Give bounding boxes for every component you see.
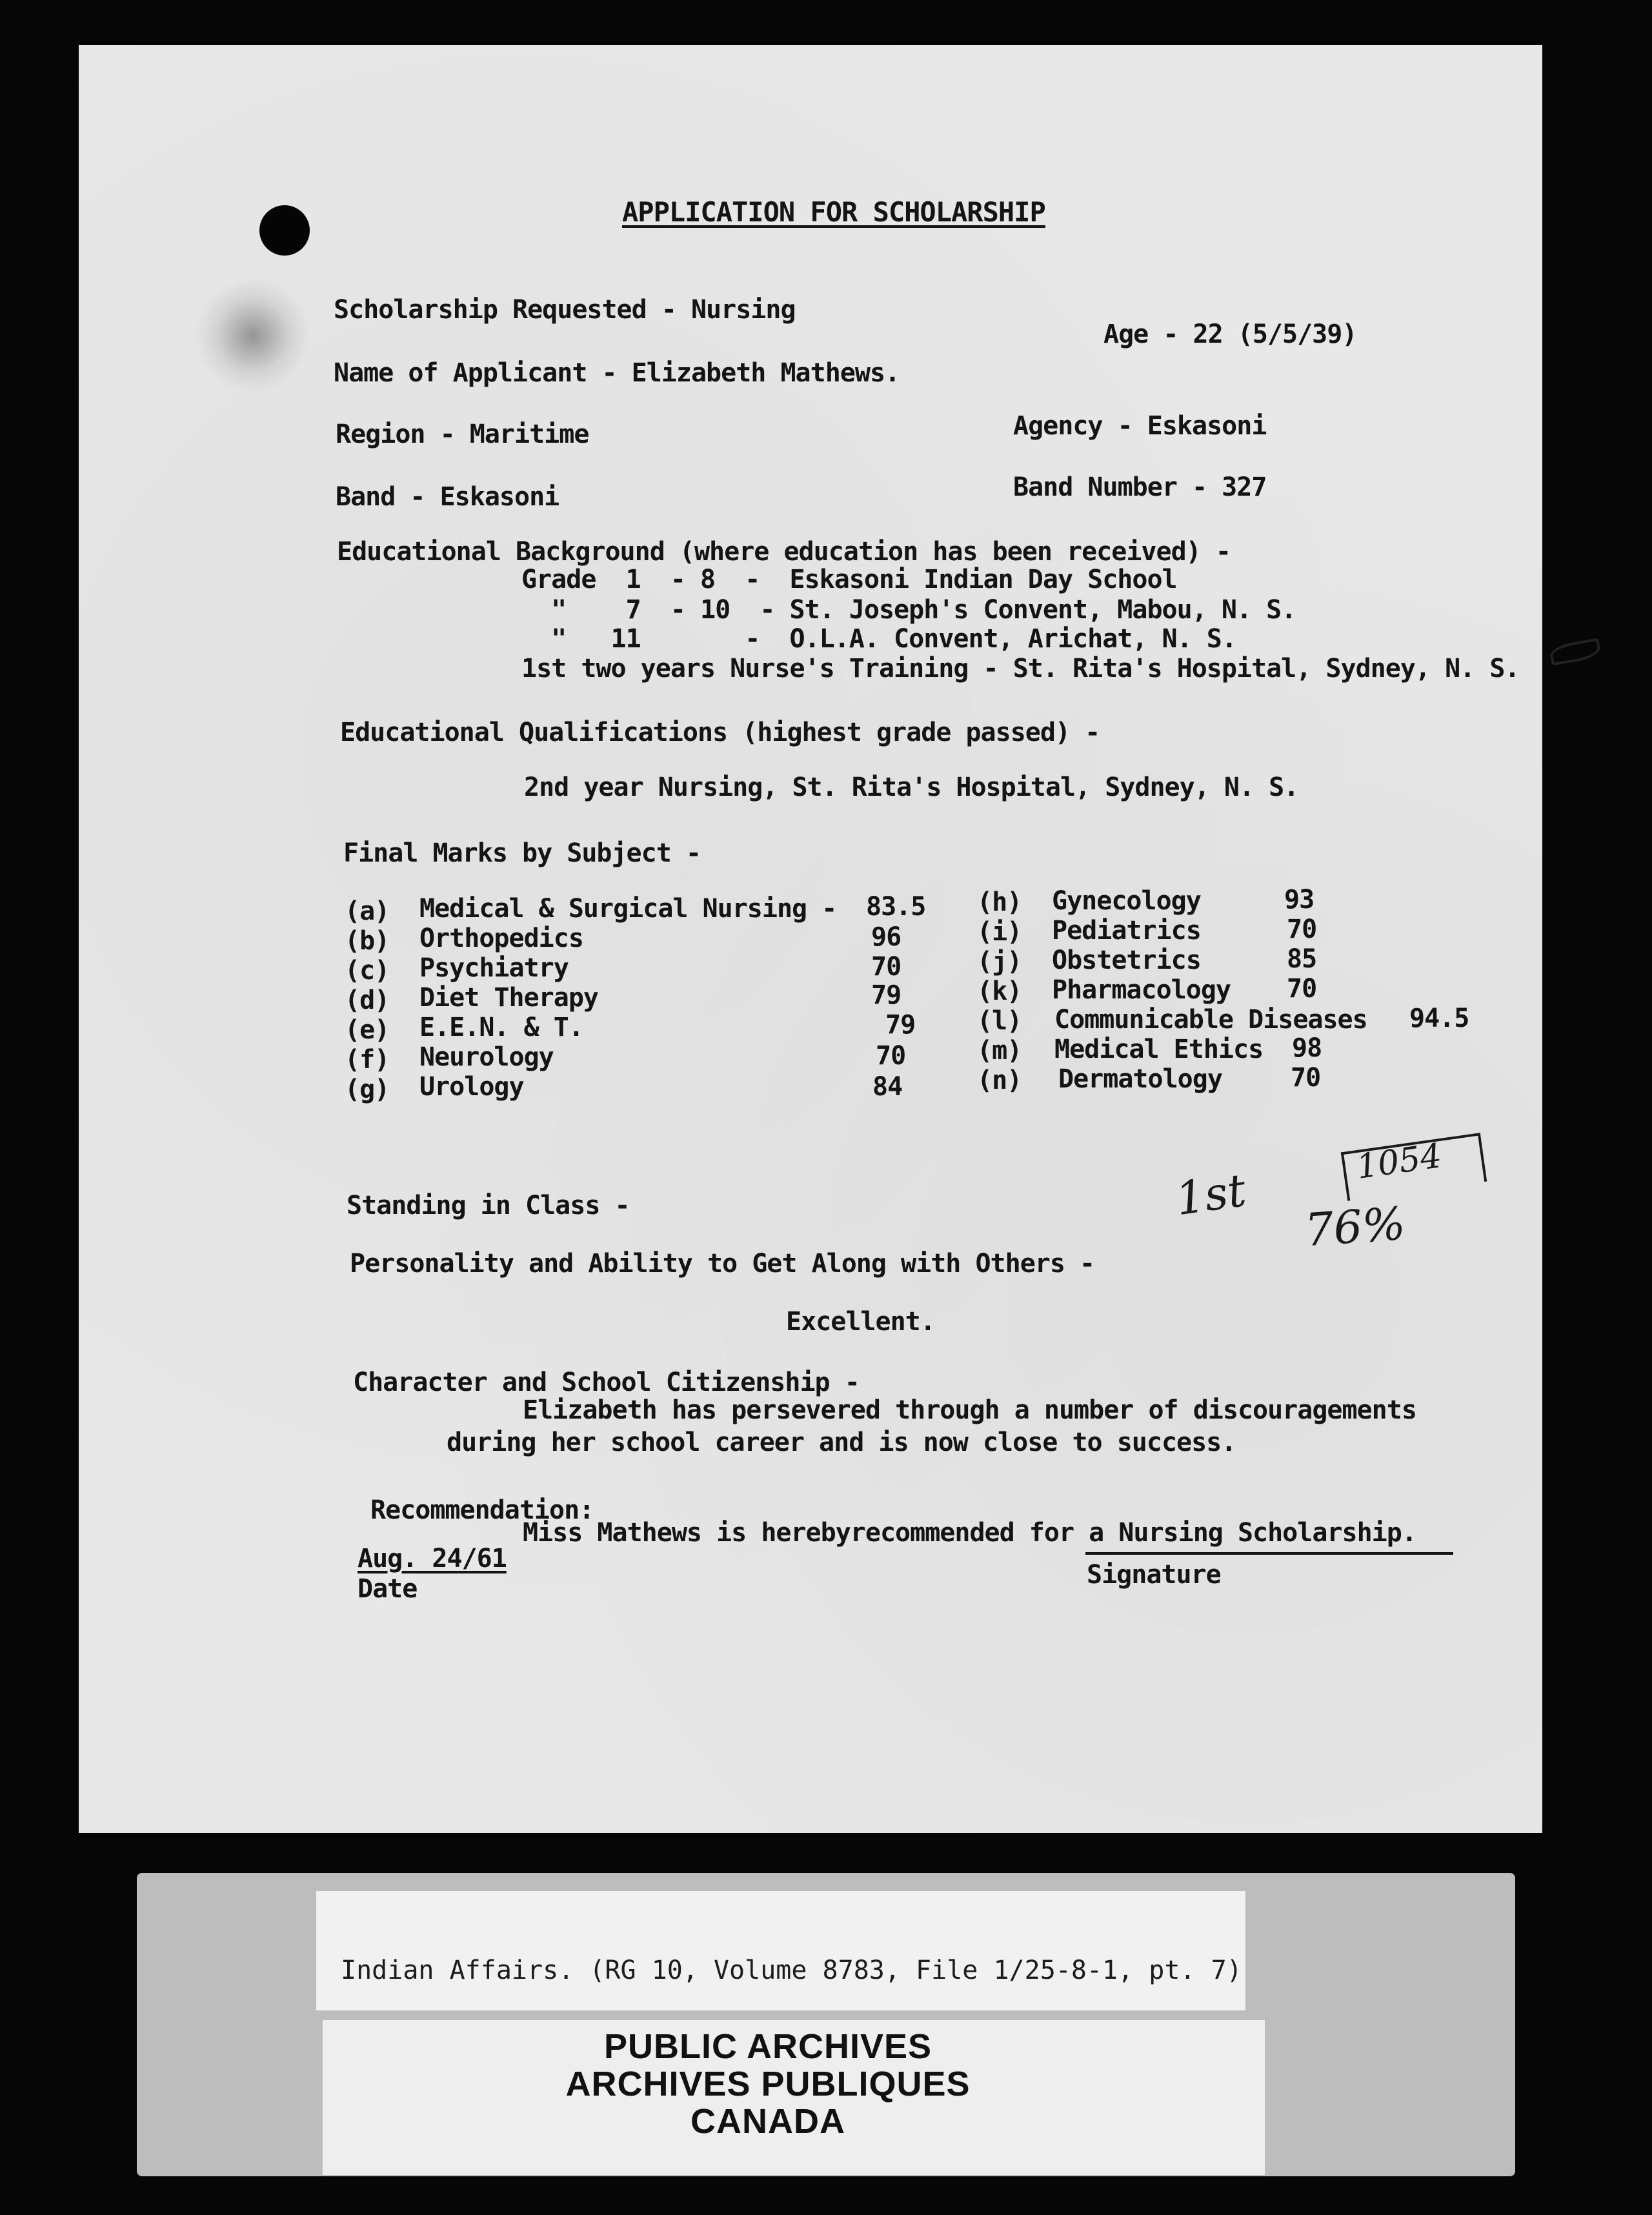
archive-reference-strip <box>316 1891 1245 2010</box>
subject-mark: 98 <box>1292 1033 1322 1063</box>
education-qualifications-heading: Educational Qualifications (highest grade passed) - <box>340 718 1100 747</box>
education-background-heading: Educational Background (where education has been received) - <box>337 537 1231 567</box>
subject-letter: (d) <box>345 986 390 1015</box>
subject-name: Neurology <box>419 1042 554 1072</box>
handwritten-rank: 1st <box>1172 1163 1249 1226</box>
education-line: " 7 - 10 - St. Joseph's Convent, Mabou, N. S. <box>521 595 1296 625</box>
archive-stamp-line: CANADA <box>690 2102 845 2141</box>
subject-letter: (i) <box>977 917 1022 947</box>
band-number: Band Number - 327 <box>1013 472 1267 502</box>
subject-letter: (l) <box>977 1006 1022 1036</box>
subject-name: Dermatology <box>1058 1064 1222 1094</box>
recommendation-heading: Recommendation: <box>370 1495 594 1525</box>
subject-mark: 70 <box>871 952 902 982</box>
document-title: APPLICATION FOR SCHOLARSHIP <box>622 196 1045 228</box>
subject-name: E.E.N. & T. <box>419 1013 583 1042</box>
subject-letter: (c) <box>345 956 390 986</box>
recommendation-text: Miss Mathews is herebyrecommended for a Nursing Scholarship. <box>523 1518 1416 1548</box>
subject-mark: 96 <box>871 922 902 952</box>
subject-letter: (f) <box>345 1045 390 1075</box>
education-line: 1st two years Nurse's Training - St. Rita's Hospital, Sydney, N. S. <box>521 654 1520 683</box>
personality-heading: Personality and Ability to Get Along with Others - <box>350 1249 1095 1279</box>
subject-name: Medical & Surgical Nursing - <box>419 894 837 924</box>
date-label: Date <box>358 1574 418 1604</box>
subject-letter: (g) <box>345 1075 390 1104</box>
subject-mark: 70 <box>1291 1063 1321 1093</box>
character-heading: Character and School Citizenship - <box>353 1368 860 1397</box>
archive-reference: Indian Affairs. (RG 10, Volume 8783, File 1/25-8-1, pt. 7) <box>341 1956 1242 1985</box>
subject-name: Pharmacology <box>1052 975 1231 1005</box>
region: Region - Maritime <box>336 420 589 449</box>
subject-mark: 94.5 <box>1409 1004 1469 1033</box>
marks-heading: Final Marks by Subject - <box>343 838 701 868</box>
education-qualifications-value: 2nd year Nursing, St. Rita's Hospital, Sydney, N. S. <box>524 773 1299 802</box>
band: Band - Eskasoni <box>336 482 559 512</box>
signature-line <box>1085 1552 1453 1555</box>
subject-letter: (k) <box>977 976 1022 1006</box>
subject-letter: (e) <box>345 1015 390 1045</box>
scholarship-requested: Scholarship Requested - Nursing <box>334 295 796 325</box>
subject-mark: 79 <box>885 1010 916 1040</box>
agency: Agency - Eskasoni <box>1013 411 1267 441</box>
signature-label: Signature <box>1087 1560 1221 1590</box>
subject-name: Diet Therapy <box>419 983 598 1013</box>
subject-letter: (j) <box>977 947 1022 976</box>
subject-letter: (n) <box>977 1066 1022 1095</box>
subject-letter: (a) <box>345 896 390 926</box>
document-page <box>79 45 1542 1833</box>
personality-value: Excellent. <box>786 1307 935 1337</box>
margin-mark <box>1549 638 1602 665</box>
subject-name: Psychiatry <box>419 953 569 983</box>
subject-name: Orthopedics <box>419 924 583 953</box>
subject-letter: (b) <box>345 926 390 956</box>
ink-smudge <box>195 278 311 394</box>
character-text: during her school career and is now close to success. <box>447 1428 1236 1457</box>
subject-name: Medical Ethics <box>1054 1035 1264 1064</box>
subject-name: Pediatrics <box>1052 916 1201 946</box>
subject-mark: 83.5 <box>866 892 926 922</box>
date-value: Aug. 24/61 <box>358 1544 507 1573</box>
handwritten-percent: 76% <box>1303 1197 1407 1257</box>
punch-hole <box>259 205 310 256</box>
applicant-name: Name of Applicant - Elizabeth Mathews. <box>334 358 900 388</box>
applicant-age: Age - 22 (5/5/39) <box>1103 319 1357 349</box>
character-text: Elizabeth has persevered through a number of discouragements <box>523 1395 1416 1425</box>
subject-name: Obstetrics <box>1052 946 1201 975</box>
archive-stamp-line: ARCHIVES PUBLIQUES <box>565 2065 971 2103</box>
subject-mark: 85 <box>1287 944 1317 974</box>
subject-name: Communicable Diseases <box>1054 1005 1367 1035</box>
subject-mark: 79 <box>871 980 902 1010</box>
subject-mark: 93 <box>1284 885 1315 915</box>
subject-mark: 70 <box>1287 974 1317 1004</box>
education-line: " 11 - O.L.A. Convent, Arichat, N. S. <box>521 624 1236 654</box>
subject-name: Urology <box>419 1072 524 1102</box>
education-line: Grade 1 - 8 - Eskasoni Indian Day School <box>521 565 1177 594</box>
subject-mark: 84 <box>872 1072 903 1102</box>
standing-in-class: Standing in Class - <box>347 1191 630 1220</box>
subject-mark: 70 <box>876 1041 906 1071</box>
subject-letter: (m) <box>977 1036 1022 1066</box>
archive-stamp-line: PUBLIC ARCHIVES <box>603 2027 932 2066</box>
subject-letter: (h) <box>977 887 1022 917</box>
subject-name: Gynecology <box>1052 886 1201 916</box>
handwritten-total: 1054 <box>1354 1137 1444 1187</box>
subject-mark: 70 <box>1287 915 1317 944</box>
